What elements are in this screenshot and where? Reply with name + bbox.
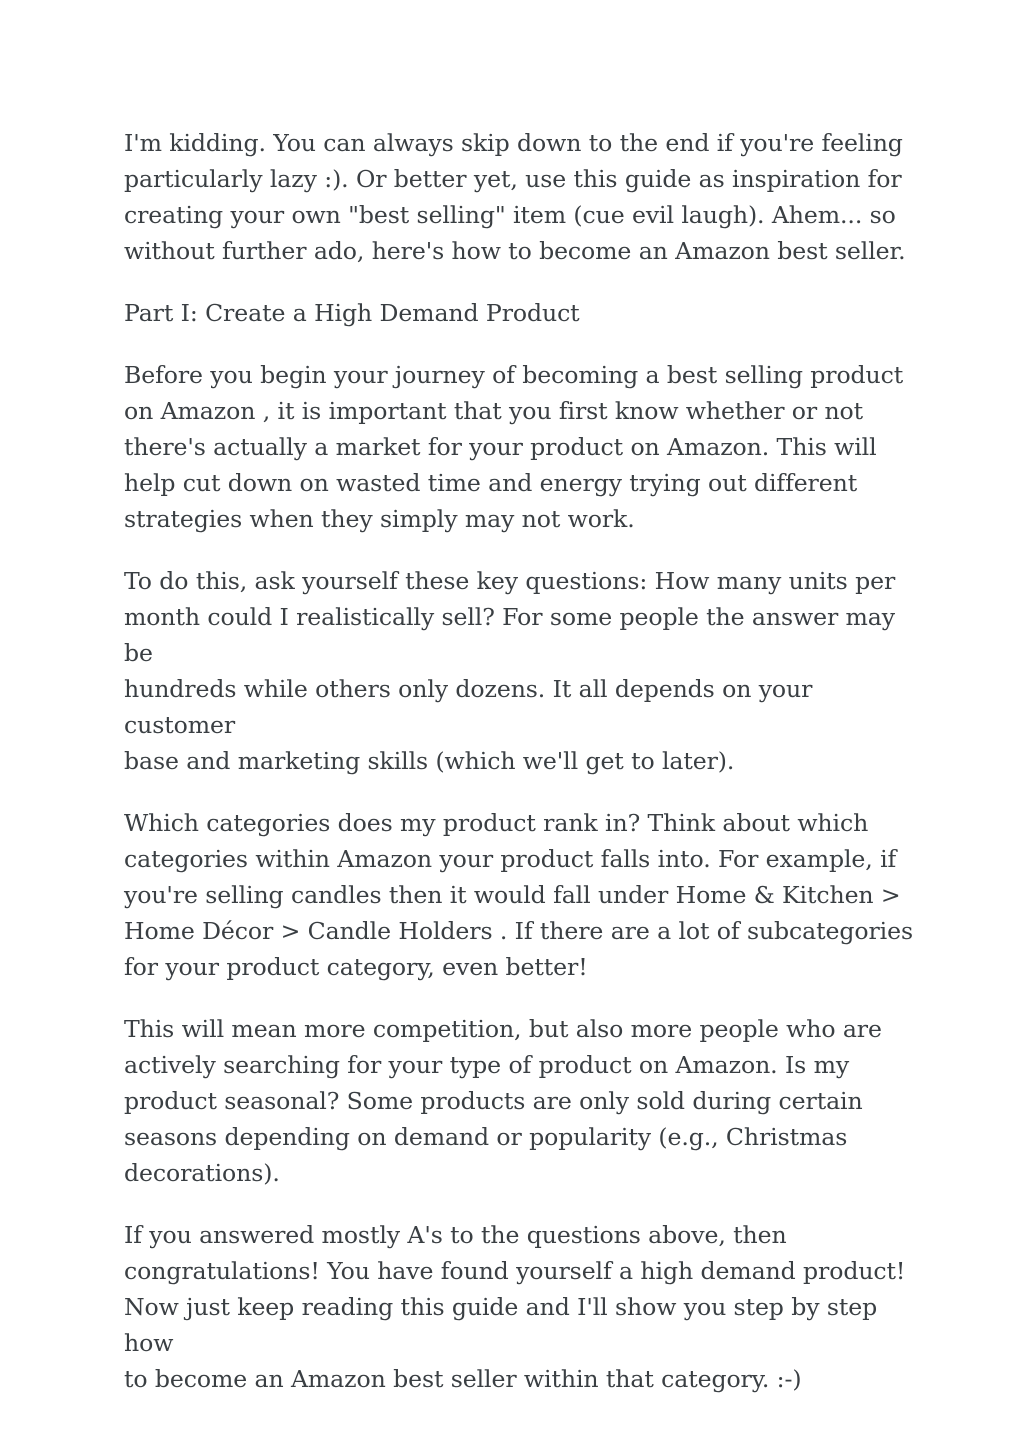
text-line: on Amazon , it is important that you first know whether or not	[124, 397, 864, 425]
text-line: strategies when they simply may not work.	[124, 505, 635, 533]
text-line: to become an Amazon best seller within that category. :-)	[124, 1365, 802, 1393]
text-line: congratulations! You have found yourself a high demand product!	[124, 1257, 906, 1285]
text-line: particularly lazy :). Or better yet, use this guide as inspiration for	[124, 165, 902, 193]
text-line: help cut down on wasted time and energy trying out different	[124, 469, 858, 497]
text-line: base and marketing skills (which we'll get to later).	[124, 747, 735, 775]
text-line: month could I realistically sell? For some people the answer may be	[124, 603, 895, 667]
document-body	[124, 125, 914, 1397]
text-line: categories within Amazon your product falls into. For example, if	[124, 845, 897, 873]
text-line: Before you begin your journey of becoming a best selling product	[124, 361, 904, 389]
text-line: for your product category, even better!	[124, 953, 588, 981]
text-line: actively searching for your type of product on Amazon. Is my	[124, 1051, 850, 1079]
text-line: decorations).	[124, 1159, 280, 1187]
body-paragraph	[124, 1217, 914, 1397]
text-line: Part I: Create a High Demand Product	[124, 299, 580, 327]
text-line: without further ado, here's how to become an Amazon best seller.	[124, 237, 906, 265]
text-line: creating your own "best selling" item (cue evil laugh). Ahem... so	[124, 201, 896, 229]
document-page	[124, 125, 914, 1423]
body-paragraph	[124, 1011, 914, 1191]
text-line: product seasonal? Some products are only sold during certain	[124, 1087, 863, 1115]
text-line: Which categories does my product rank in? Think about which	[124, 809, 869, 837]
text-line: If you answered mostly A's to the questions above, then	[124, 1221, 787, 1249]
text-line: you're selling candles then it would fall under Home & Kitchen >	[124, 881, 901, 909]
text-line: hundreds while others only dozens. It all depends on your customer	[124, 675, 813, 739]
text-line: I'm kidding. You can always skip down to the end if you're feeling	[124, 129, 903, 157]
body-paragraph	[124, 357, 914, 537]
text-line: To do this, ask yourself these key questions: How many units per	[124, 567, 896, 595]
section-heading	[124, 295, 914, 331]
text-line: This will mean more competition, but also more people who are	[124, 1015, 882, 1043]
body-paragraph	[124, 563, 914, 779]
body-paragraph	[124, 125, 914, 269]
body-paragraph	[124, 805, 914, 985]
text-line: seasons depending on demand or popularity (e.g., Christmas	[124, 1123, 848, 1151]
text-line: Home Décor > Candle Holders . If there are a lot of subcategories	[124, 917, 913, 945]
text-line: there's actually a market for your product on Amazon. This will	[124, 433, 877, 461]
text-line: Now just keep reading this guide and I'll show you step by step how	[124, 1293, 878, 1357]
